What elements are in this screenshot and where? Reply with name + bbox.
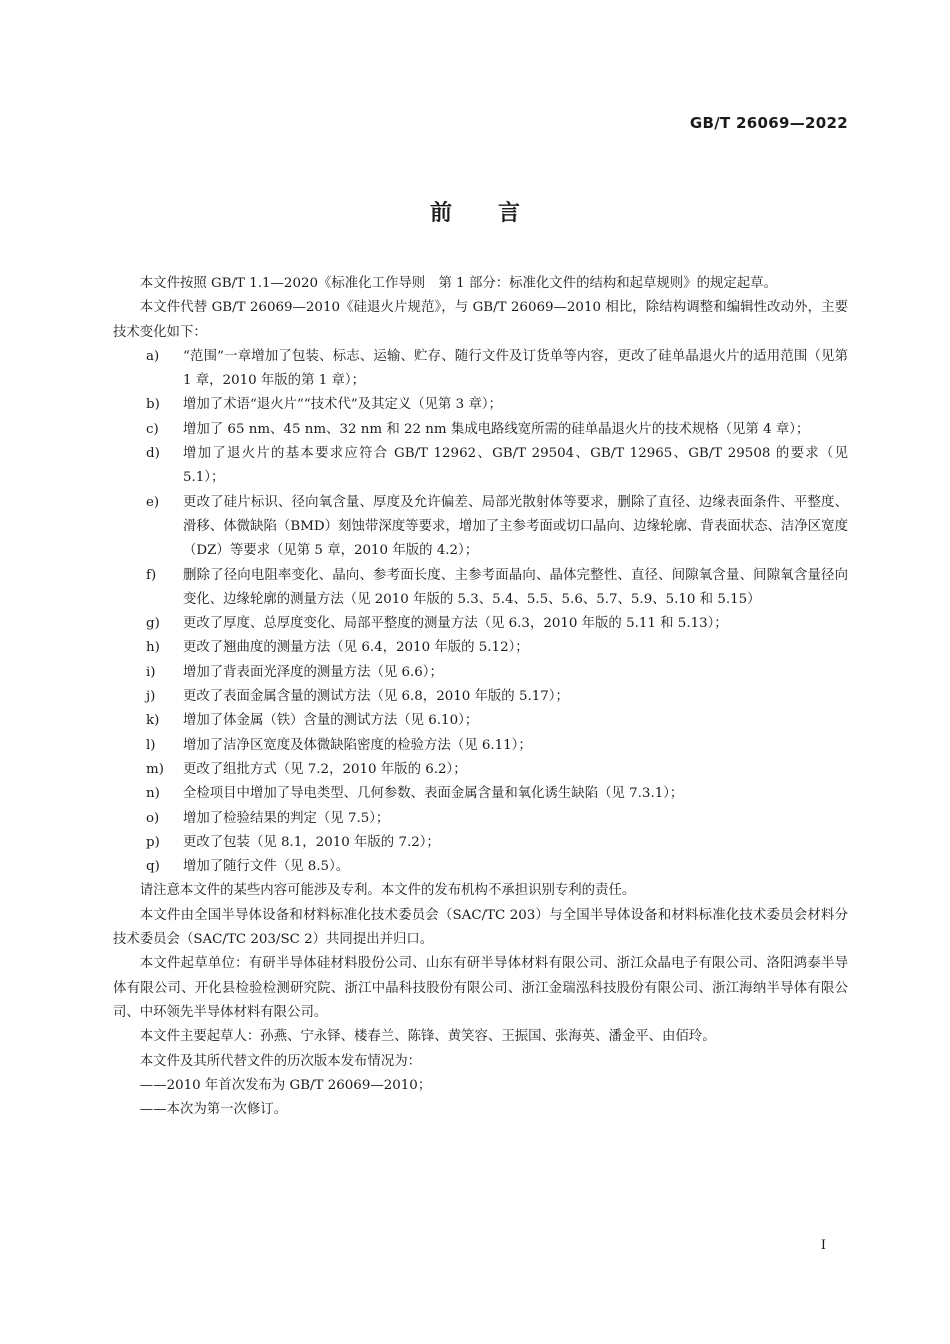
document-code: GB/T 26069—2022	[689, 114, 848, 132]
list-item	[113, 758, 848, 782]
list-item-text: 增加了洁净区宽度及体微缺陷密度的检验方法（见 6.11）；	[183, 737, 532, 753]
paragraph-replacement: 本文件代替 GB/T 26069—2010《硅退火片规范》，与 GB/T 26069—2010 相比，除结构调整和编辑性改动外，主要技术变化如下：	[113, 300, 848, 340]
list-marker: h)	[146, 640, 160, 656]
list-item-text: 更改了翘曲度的测量方法（见 6.4，2010 年版的 5.12）；	[183, 640, 529, 656]
list-marker: n)	[146, 786, 160, 802]
list-item	[113, 345, 848, 394]
list-item-text: 更改了组批方式（见 7.2，2010 年版的 6.2）；	[183, 761, 467, 777]
list-marker: d)	[146, 446, 160, 462]
list-marker: g)	[146, 616, 160, 632]
list-marker: m)	[146, 761, 164, 777]
list-item	[113, 442, 848, 491]
list-item	[113, 782, 848, 806]
list-marker: c)	[146, 421, 159, 437]
list-item	[113, 564, 848, 613]
paragraph-drafting-rules: 本文件按照 GB/T 1.1—2020《标准化工作导则 第 1 部分：标准化文件的结构和起草规则》的规定起草。	[139, 276, 777, 291]
list-item	[113, 418, 848, 442]
list-marker: p)	[146, 834, 160, 850]
list-item-text: 更改了厚度、总厚度变化、局部平整度的测量方法（见 6.3，2010 年版的 5.11 和 5.13）；	[183, 616, 728, 632]
list-item	[113, 855, 848, 879]
list-marker: i)	[146, 664, 156, 680]
list-item	[113, 661, 848, 685]
paragraph-history-intro: 本文件及其所代替文件的历次版本发布情况为：	[139, 1053, 421, 1069]
list-item	[113, 491, 848, 564]
list-item-text: 更改了硅片标识、径向氧含量、厚度及允许偏差、局部光散射体等要求，删除了直径、边缘表面条件、平整度、滑移、体微缺陷（BMD）刻蚀带深度等要求，增加了主参考面或切口晶向、边缘轮廓、背表面状态、洁净区宽度（DZ）等要求（见第 5 章，2010 年版的 4.2）；	[183, 494, 848, 559]
history-item: ——本次为第一次修订。	[139, 1102, 288, 1118]
paragraph-drafting-units: 本文件起草单位：有研半导体硅材料股份公司、山东有研半导体材料有限公司、浙江众晶电子有限公司、洛阳鸿泰半导体有限公司、开化县检验检测研究院、浙江中晶科技股份有限公司、浙江金瑞泓科技股份有限公司、浙江海纳半导体有限公司、中环领先半导体材料有限公司。	[113, 956, 848, 1020]
list-marker: f)	[146, 567, 157, 583]
list-item-text: 全检项目中增加了导电类型、几何参数、表面金属含量和氧化诱生缺陷（见 7.3.1）；	[183, 786, 684, 802]
list-item	[113, 807, 848, 831]
list-item	[113, 393, 848, 417]
list-item-text: 更改了包装（见 8.1，2010 年版的 7.2）；	[183, 834, 440, 850]
list-item	[113, 709, 848, 733]
history-item: ——2010 年首次发布为 GB/T 26069—2010；	[139, 1077, 432, 1093]
list-item	[113, 734, 848, 758]
list-item-text: 增加了退火片的基本要求应符合 GB/T 12962、GB/T 29504、GB/T 12965、GB/T 29508 的要求（见 5.1）；	[183, 446, 848, 486]
list-marker: l)	[146, 737, 156, 753]
paragraph-patent-notice: 请注意本文件的某些内容可能涉及专利。本文件的发布机构不承担识别专利的责任。	[139, 883, 636, 899]
list-item-text: 增加了 65 nm、45 nm、32 nm 和 22 nm 集成电路线宽所需的硅单晶退火片的技术规格（见第 4 章）；	[183, 421, 810, 437]
list-marker: k)	[146, 713, 160, 729]
list-item	[113, 831, 848, 855]
list-marker: o)	[146, 810, 160, 826]
page-number: I	[820, 1238, 826, 1253]
list-marker: a)	[146, 348, 160, 364]
list-marker: j)	[146, 689, 156, 705]
list-item	[113, 685, 848, 709]
page-title: 前言	[429, 201, 566, 226]
list-item-text: 增加了随行文件（见 8.5）。	[183, 859, 350, 875]
changes-list	[113, 345, 848, 880]
list-item-text: “范围”一章增加了包装、标志、运输、贮存、随行文件及订货单等内容，更改了硅单晶退火片的适用范围（见第 1 章，2010 年版的第 1 章）；	[183, 348, 848, 389]
list-item	[113, 612, 848, 636]
list-item-text: 删除了径向电阻率变化、晶向、参考面长度、主参考面晶向、晶体完整性、直径、间隙氧含量、间隙氧含量径向变化、边缘轮廓的测量方法（见 2010 年版的 5.3、5.4、5.5、5.6、5.7、5.9、5.10 和 5.15）	[183, 567, 848, 607]
list-item-text: 增加了体金属（铁）含量的测试方法（见 6.10）；	[183, 713, 479, 729]
paragraph-drafters: 本文件主要起草人：孙燕、宁永铎、楼春兰、陈锋、黄笑容、王振国、张海英、潘金平、由佰玲。	[139, 1029, 716, 1045]
list-item-text: 增加了检验结果的判定（见 7.5）；	[183, 810, 390, 826]
list-marker: e)	[146, 494, 160, 510]
list-item-text: 增加了术语“退火片”“技术代”及其定义（见第 3 章）；	[183, 397, 502, 413]
list-item	[113, 636, 848, 660]
foreword-body	[113, 272, 848, 1122]
list-item-text: 更改了表面金属含量的测试方法（见 6.8，2010 年版的 5.17）；	[183, 689, 569, 705]
list-marker: b)	[146, 397, 160, 413]
paragraph-proposer: 本文件由全国半导体设备和材料标准化技术委员会（SAC/TC 203）与全国半导体设备和材料标准化技术委员会材料分技术委员会（SAC/TC 203/SC 2）共同提出并归口。	[113, 907, 848, 948]
list-item-text: 增加了背表面光泽度的测量方法（见 6.6）；	[183, 664, 443, 680]
list-marker: q)	[146, 859, 160, 875]
